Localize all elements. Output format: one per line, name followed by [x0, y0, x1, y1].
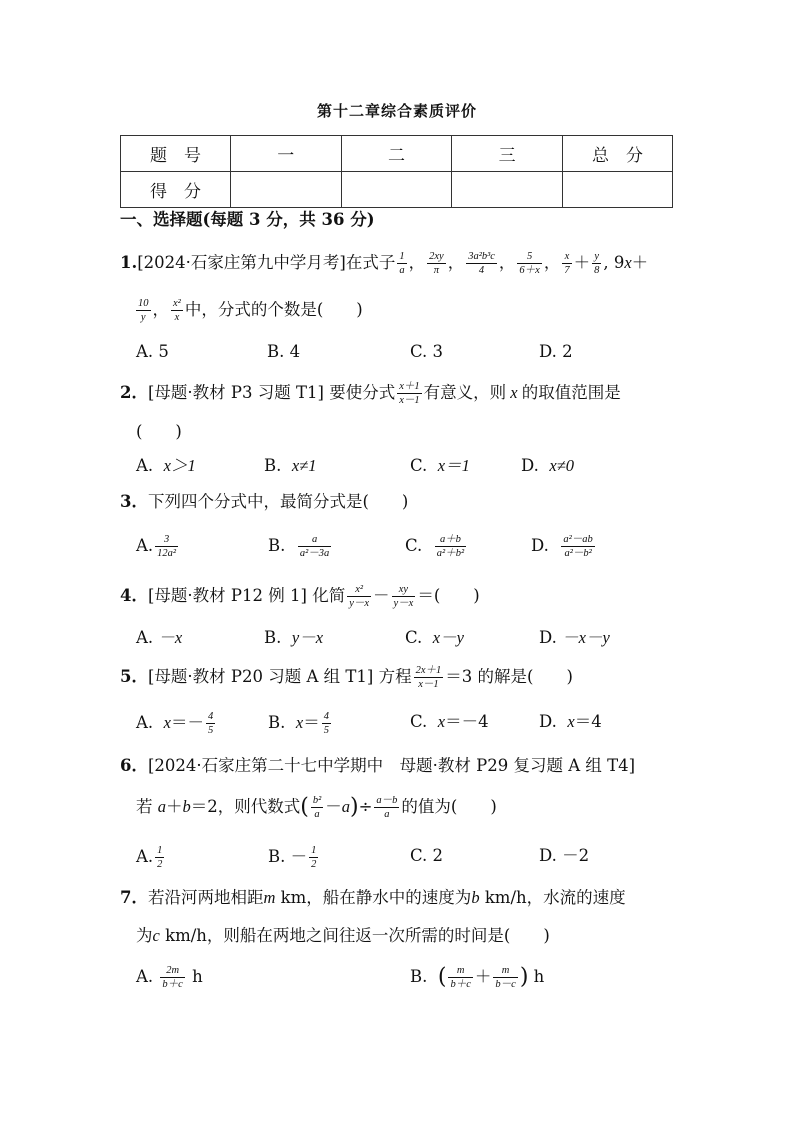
option-d[interactable]: D. 2 [539, 342, 573, 361]
option-a[interactable]: A. －x [136, 628, 183, 647]
option-b[interactable]: B. y－x [264, 628, 324, 647]
question-text: ＝( ) [417, 586, 480, 605]
question-text: km，船在静水中的速度为 [280, 888, 472, 907]
option-a[interactable]: A. $\frac{1}{2}$ [136, 845, 163, 870]
option-b[interactable]: B. － $\frac{1}{2}$ [268, 845, 317, 870]
option-b[interactable]: B. 4 [267, 342, 301, 361]
option-d[interactable]: D. x≠0 [521, 456, 575, 475]
score-header-cell: 二 [341, 136, 452, 172]
option-b[interactable]: B. $\frac{a}{\text{a²－3a}}$ [268, 534, 330, 559]
question-text: 化简 [312, 586, 346, 605]
score-input-cell[interactable] [563, 172, 673, 208]
question-text: 的取值范围是 [521, 383, 621, 402]
question-source: [母题·教材 P12 例 1] [147, 586, 307, 605]
question-number: 6． [120, 756, 148, 775]
score-header-cell: 题 号 [121, 136, 231, 172]
option-a[interactable]: A. 5 [136, 342, 169, 361]
option-c[interactable]: C. 2 [410, 846, 444, 865]
fraction: $\frac{2xy}{\pi}$ [429, 251, 444, 276]
question-text: 下列四个分式中，最简分式是( ) [147, 492, 409, 511]
option-a[interactable]: A. $\frac{3}{\text{12a²}}$ [136, 534, 177, 559]
question-number: 7． [120, 888, 148, 907]
option-d[interactable]: D. －2 [539, 846, 590, 865]
question-source: [母题·教材 P20 习题 A 组 T1] [147, 667, 374, 686]
score-input-cell[interactable] [230, 172, 341, 208]
page-title: 第十二章综合素质评价 [316, 102, 477, 120]
question-3-line [120, 490, 408, 514]
question-4-line: 4．[母题·教材 P12 例 1] 化简 $\frac{\text{x²}}{y-x}$ － $\frac{xy}{y-x}$ ＝( ) [120, 584, 480, 609]
option-b[interactable]: B. x＝ $\frac{4}{5}$ [268, 711, 329, 736]
question-text: 的值为( ) [401, 797, 497, 816]
option-c[interactable]: C. x＝1 [410, 456, 470, 475]
option-d[interactable]: D. －x－y [539, 628, 610, 647]
question-source: [母题·教材 P3 习题 T1] [147, 383, 324, 402]
question-source: [2024·石家庄第二十七中学期中 母题·教材 P29 复习题 A 组 T4] [147, 756, 636, 775]
fraction: $\frac{2x+1}{x-1}$ [415, 665, 442, 690]
question-2-line-2: ( ) [136, 422, 182, 441]
fraction: $\frac{x}{7}$ [564, 251, 570, 276]
question-text: 要使分式 [329, 383, 396, 402]
score-header-cell: 一 [230, 136, 341, 172]
question-text: km/h，水流的速度 [484, 888, 626, 907]
question-2-line-1: 2．[母题·教材 P3 习题 T1] 要使分式 $\frac{x+1}{x-1}$ 有意义，则 x 的取值范围是 [120, 381, 621, 406]
question-number: 1. [120, 253, 138, 272]
question-text: 有意义，则 [423, 383, 507, 402]
fraction: $\frac{5}{6+x}$ [519, 251, 540, 276]
fraction: $\frac{x+1}{x-1}$ [399, 381, 420, 406]
option-b[interactable]: B. ( $\frac{m}{b+c}$ ＋ $\frac{m}{b-c}$ ) h [410, 964, 545, 990]
question-5-line [120, 664, 573, 691]
question-1-line-1: 1.[2024·石家庄第九中学月考]在式子 $\frac{1}{a}$ ， $\frac{2xy}{\pi}$ ， $\frac{\text{3a²b³c}}{4}$ ， $\frac{5}{6+x}$ ， $\frac{x}{7}$ ＋ $\frac{y}{8}$ , 9x＋ [120, 251, 649, 276]
fraction: $\frac{y}{8}$ [594, 251, 600, 276]
fraction: $\frac{10}{y}$ [138, 298, 149, 323]
option-c[interactable]: C. x＝－4 [410, 712, 489, 731]
question-number: 2． [120, 383, 148, 402]
option-c[interactable]: C. $\frac{a+b}{\text{a²＋b²}}$ [405, 534, 465, 559]
question-number: 4． [120, 586, 148, 605]
score-row [121, 172, 673, 208]
question-text: 为 [136, 926, 153, 945]
score-table [120, 135, 673, 208]
question-text: 在式子 [345, 253, 396, 272]
fraction: $\frac{\text{3a²b³c}}{4}$ [468, 251, 495, 276]
option-a[interactable]: A. x＝－ $\frac{4}{5}$ [136, 711, 214, 736]
question-text: 若 [136, 797, 153, 816]
question-number: 3． [120, 492, 148, 511]
fraction: $\frac{1}{a}$ [399, 251, 405, 276]
question-1-line-2: $\frac{10}{y}$ ， $\frac{\text{x²}}{x}$ 中，分式的个数是( ) [138, 298, 363, 323]
score-header-cell: 总 分 [563, 136, 673, 172]
question-number: 5． [120, 667, 148, 686]
score-header-row [121, 136, 673, 172]
option-a[interactable]: A. x＞1 [136, 456, 196, 475]
question-7-line-1: 7．若沿河两地相距m km，船在静水中的速度为b km/h，水流的速度 [120, 888, 626, 907]
question-text: 中，分式的个数是( ) [184, 300, 363, 319]
score-header-cell: 三 [452, 136, 563, 172]
score-row-label: 得 分 [121, 172, 231, 208]
option-d[interactable]: D. $\frac{\text{a²－ab}}{\text{a²－b²}}$ [531, 534, 593, 559]
score-input-cell[interactable] [452, 172, 563, 208]
question-7-line-2: 为c km/h，则船在两地之间往返一次所需的时间是( ) [136, 926, 550, 945]
question-6-line-1 [120, 754, 635, 778]
score-input-cell[interactable] [341, 172, 452, 208]
fraction: $\frac{\text{x²}}{x}$ [173, 298, 181, 323]
section-heading: 一、选择题(每题 3 分，共 36 分) [120, 210, 375, 229]
fraction: $\frac{xy}{y-x}$ [393, 584, 414, 609]
option-c[interactable]: C. 3 [410, 342, 444, 361]
option-a[interactable]: A. $\frac{2m}{b+c}$ h [136, 965, 203, 990]
question-text: km/h，则船在两地之间往返一次所需的时间是( ) [165, 926, 550, 945]
fraction: $\frac{\text{x²}}{y-x}$ [349, 584, 370, 609]
question-text: 方程 [378, 667, 412, 686]
option-b[interactable]: B. x≠1 [264, 456, 317, 475]
option-d[interactable]: D. x＝4 [539, 712, 602, 731]
option-c[interactable]: C. x－y [405, 628, 464, 647]
question-source: [2024·石家庄第九中学月考] [137, 253, 346, 272]
question-6-line-2: 若 a＋b＝2，则代数式( $\frac{\text{b²}}{a}$ －a)÷ $\frac{a-b}{a}$ 的值为( ) [136, 794, 497, 820]
question-text: 若沿河两地相距 [147, 888, 264, 907]
question-text: ＝3 的解是( ) [445, 667, 573, 686]
question-text: ＝2，则代数式 [190, 797, 301, 816]
